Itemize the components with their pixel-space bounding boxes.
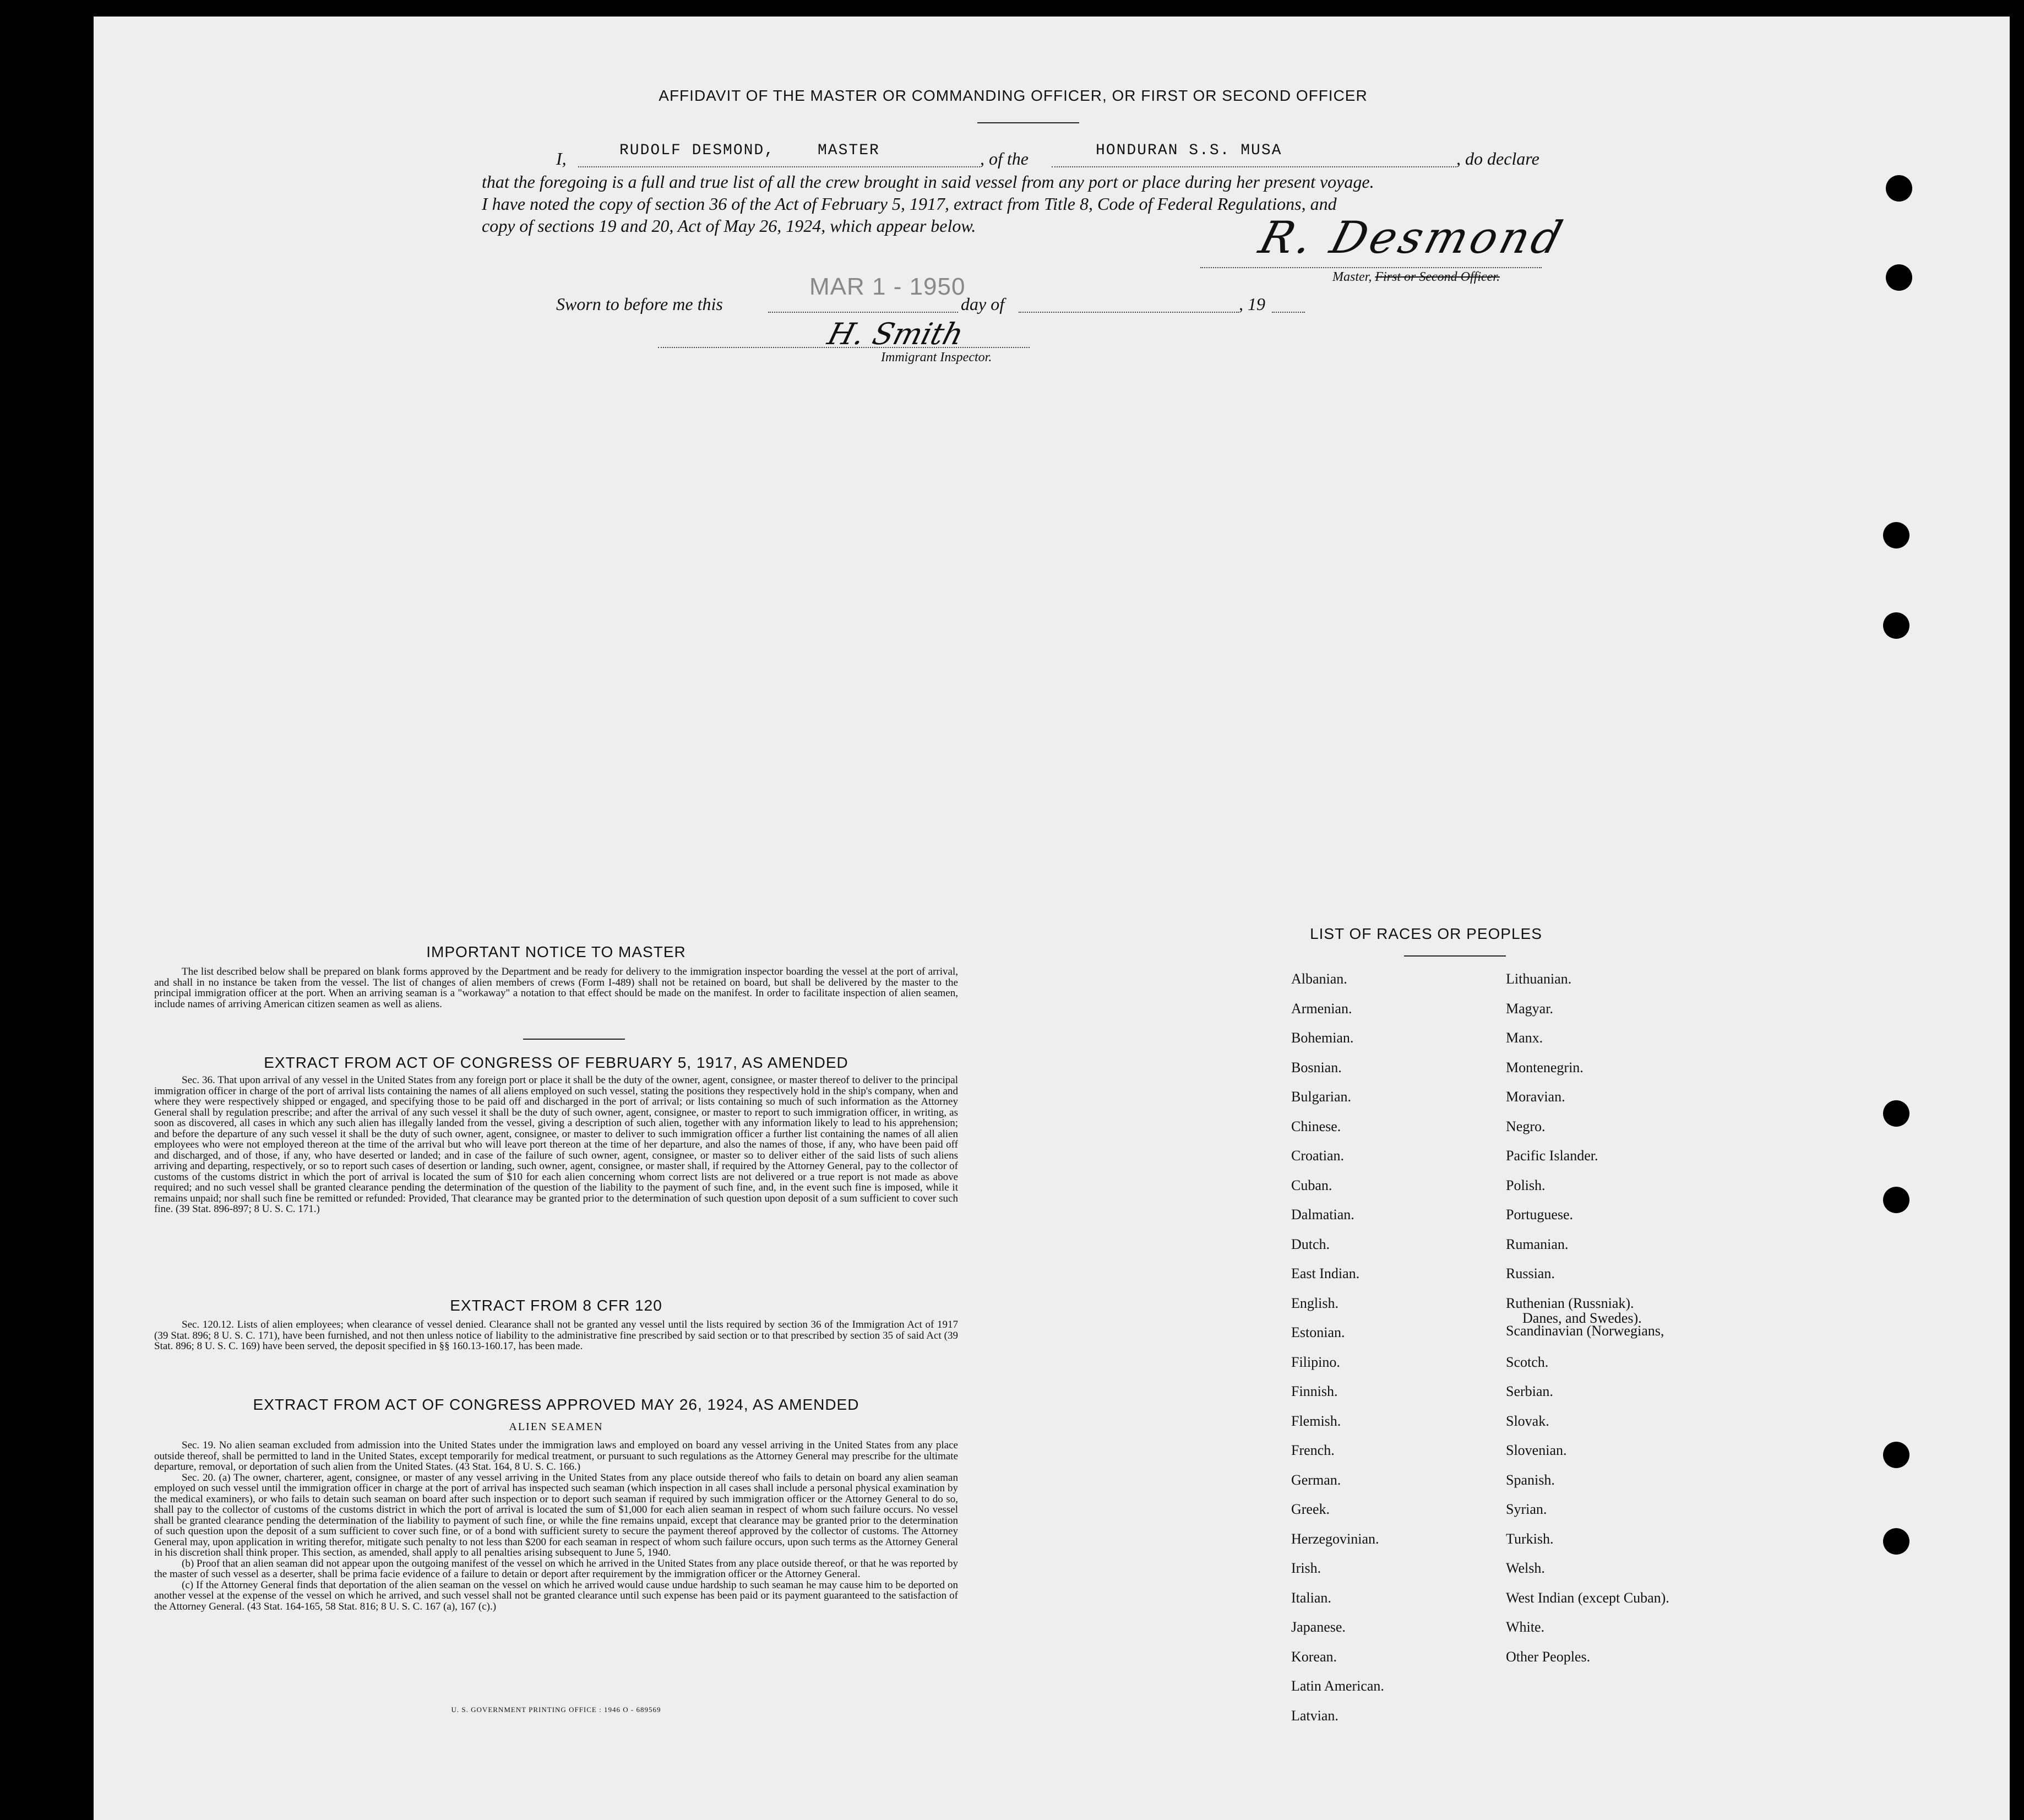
punch-hole: [1886, 175, 1912, 202]
master-caption-label: Master,: [1332, 270, 1372, 284]
officer-name: RUDOLF DESMOND,: [619, 142, 775, 159]
race-item: Estonian.: [1291, 1324, 1345, 1340]
section-20b-text: (b) Proof that an alien seaman did not appear upon the outgoing manifest of the vessel on which he arrived in the United States from any place outside thereof, or that he was reported by the master of such vessel as a deserter, shall be prima facie evidence of a failure to detain or deport after requirement by the immigration officer or the Attorney General.: [154, 1557, 958, 1580]
race-item: Slovenian.: [1506, 1442, 1567, 1458]
punch-hole: [1883, 1187, 1909, 1213]
race-item: Pacific Islander.: [1506, 1148, 1598, 1164]
race-item: Polish.: [1506, 1177, 1546, 1193]
punch-hole: [1886, 264, 1912, 291]
notice-text: The list described below shall be prepared on blank forms approved by the Department and be ready for delivery to the immigration inspector boarding the vessel at the port of arrival, and shall in no instance be taken from the vessel. The list of changes of alien members of crews (Form I-489) shall not be retained on board, but shall be delivered by the master to the principal immigration officer at the port. When an arriving seaman is a "workaway" a notation to that effect should be made on the manifest. In order to facilitate inspection of alien seamen, include names of arriving American citizen seamen as well as aliens.: [154, 966, 958, 1010]
punch-hole: [1883, 1100, 1909, 1127]
extract-cfr-heading: EXTRACT FROM 8 CFR 120: [450, 1297, 662, 1314]
races-divider: [1404, 955, 1506, 957]
race-item: White.: [1506, 1619, 1545, 1635]
alien-seamen-subheading: ALIEN SEAMEN: [509, 1421, 603, 1433]
race-item: Russian.: [1506, 1265, 1555, 1281]
title-divider: [977, 122, 1079, 123]
race-item: Ruthenian (Russniak).: [1506, 1295, 1634, 1311]
race-item: Cuban.: [1291, 1177, 1332, 1193]
race-item: East Indian.: [1291, 1265, 1360, 1281]
race-item: Syrian.: [1506, 1501, 1547, 1517]
race-item: Greek.: [1291, 1501, 1330, 1517]
race-item: Bosnian.: [1291, 1059, 1342, 1075]
extract-cfr-body: [154, 1319, 958, 1352]
race-item: Italian.: [1291, 1589, 1331, 1606]
year-label: , 19: [1239, 294, 1265, 314]
sworn-day-line: [768, 312, 958, 313]
race-item: German.: [1291, 1471, 1341, 1488]
race-item: Albanian.: [1291, 971, 1347, 987]
extract-1917-heading: EXTRACT FROM ACT OF CONGRESS OF FEBRUARY 5, 1917, AS AMENDED: [264, 1054, 848, 1071]
declaration-prefix: I,: [556, 149, 567, 169]
race-item: Scotch.: [1506, 1354, 1549, 1370]
race-item: Dutch.: [1291, 1236, 1330, 1252]
race-item: Welsh.: [1506, 1560, 1545, 1576]
race-item: Spanish.: [1506, 1471, 1555, 1488]
race-item: Scandinavian (Norwegians,: [1506, 1323, 1664, 1339]
races-heading: LIST OF RACES OR PEOPLES: [1310, 925, 1542, 942]
race-item: Serbian.: [1506, 1383, 1553, 1399]
master-signature: R. Desmond: [1254, 212, 1571, 263]
extract-1924-heading: EXTRACT FROM ACT OF CONGRESS APPROVED MAY 26, 1924, AS AMENDED: [253, 1396, 859, 1413]
race-item: Croatian.: [1291, 1148, 1345, 1164]
race-item: West Indian (except Cuban).: [1506, 1589, 1669, 1606]
section-divider: [523, 1039, 625, 1040]
race-item: Slovak.: [1506, 1412, 1549, 1429]
declaration-line-3: I have noted the copy of section 36 of the Act of February 5, 1917, extract from Title 8, Code of Federal Regulations, and: [482, 194, 1337, 214]
race-item: Danes, and Swedes).: [1522, 1310, 1642, 1326]
race-item: French.: [1291, 1442, 1335, 1458]
race-item: Negro.: [1506, 1118, 1546, 1134]
race-item: Moravian.: [1506, 1089, 1565, 1105]
race-item: Filipino.: [1291, 1354, 1340, 1370]
section-20c-text: (c) If the Attorney General finds that deportation of the alien seaman on the vessel on which he arrived would cause undue hardship to such seaman he may cause him to be deported on another vessel at the expense of the vessel on which he arrived, and such vessel shall not be granted clearance until such expense has been paid or its payment guaranteed to the satisfaction of the Attorney General. (43 Stat. 164-165, 58 Stat. 816; 8 U. S. C. 167 (a), 167 (c).): [154, 1579, 958, 1612]
section-19-text: Sec. 19. No alien seaman excluded from admission into the United States under the immigration laws and employed on board any vessel arriving in the United States from any place outside thereof, shall be permitted to land in the United States, except temporarily for medical treatment, or pursuant to such regulations as the Attorney General may prescribe for the ultimate departure, removal, or deportation of such alien from the United States. (43 Stat. 164, 8 U. S. C. 166.): [154, 1439, 958, 1473]
extract-1917-body: [154, 1075, 958, 1215]
section-120-12-text: Sec. 120.12. Lists of alien employees; when clearance of vessel denied. Clearance shall not be granted any vessel until the lists required by section 36 of the Immigration Act of 1917 (39 Stat. 896; 8 U. S. C. 171), have been furnished, and not then unless notice of liability to the administrative fine prescribed by said section or to that prescribed by section 35 of said Act (39 Stat. 896; 8 U. S. C. 169) have been served, the deposit specified in §§ 160.13-160.17, has been made.: [154, 1319, 958, 1352]
race-item: Rumanian.: [1506, 1236, 1569, 1252]
punch-hole: [1883, 612, 1909, 639]
race-item: Montenegrin.: [1506, 1059, 1584, 1075]
race-item: Flemish.: [1291, 1412, 1341, 1429]
race-item: Bulgarian.: [1291, 1089, 1352, 1105]
race-item: Portuguese.: [1506, 1207, 1574, 1223]
notice-heading: IMPORTANT NOTICE TO MASTER: [426, 943, 686, 960]
extract-1924-body: [154, 1440, 958, 1612]
race-item: Manx.: [1506, 1030, 1543, 1046]
race-item: Lithuanian.: [1506, 971, 1572, 987]
race-item: Chinese.: [1291, 1118, 1341, 1134]
of-the-label: , of the: [980, 149, 1029, 169]
race-item: Turkish.: [1506, 1530, 1554, 1547]
race-item: Finnish.: [1291, 1383, 1338, 1399]
declare-label: , do declare: [1456, 149, 1539, 169]
race-item: Dalmatian.: [1291, 1207, 1354, 1223]
officer-name-line: [578, 166, 980, 167]
punch-hole: [1883, 1528, 1909, 1555]
section-20a-text: Sec. 20. (a) The owner, charterer, agent, consignee, or master of any vessel arriving in the United States from any place outside thereof who fails to detain on board any alien seaman employed on such vessel until the immigration officer in charge at the port of arrival has inspected such seaman (which inspection in all cases shall include a personal physical examination by the medical examiners), or who fails to detain such seaman on board after such inspection or to deport such seaman if required by such immigration officer or the Attorney General to do so, shall pay to the collector of customs of the customs district in which the port of arrival is located the sum of $1,000 for each alien seaman in respect of whom such failure occurs. No vessel shall be granted clearance pending the determination of the liability to payment of such fine, or while the fine remains unpaid, except that clearance may be granted prior to the determination of such question upon the deposit of a sum sufficient to cover such fine, or of a bond with sufficient surety to secure the payment thereof approved by the collector of customs. The Attorney General may, upon application in writing therefor, mitigate such penalty to not less than $200 for each seaman in respect of whom such failure occurs, upon such terms as the Attorney General in his discretion shall think proper. This section, as amended, shall apply to all penalties arising subsequent to June 5, 1940.: [154, 1471, 958, 1558]
race-item: Latvian.: [1291, 1707, 1339, 1724]
affidavit-title: AFFIDAVIT OF THE MASTER OR COMMANDING OFFICER, OR FIRST OR SECOND OFFICER: [659, 87, 1368, 104]
day-of-label: day of: [961, 294, 1005, 314]
officer-rank: MASTER: [818, 142, 880, 159]
struck-caption: First or Second Officer.: [1375, 270, 1500, 284]
notice-body: [154, 966, 958, 1009]
race-item: Latin American.: [1291, 1678, 1384, 1694]
race-item: Armenian.: [1291, 1000, 1352, 1017]
sworn-year-line: [1272, 312, 1305, 313]
date-stamp: MAR 1 - 1950: [809, 273, 966, 300]
race-item: Irish.: [1291, 1560, 1321, 1576]
sworn-prefix: Sworn to before me this: [556, 294, 723, 314]
sworn-month-line: [1019, 312, 1239, 313]
inspector-signature-line: [658, 347, 1030, 348]
master-signature-line: [1200, 267, 1542, 268]
master-caption: [1332, 270, 1500, 285]
vessel-line: [1052, 166, 1456, 167]
declaration-line-4: copy of sections 19 and 20, Act of May 26, 1924, which appear below.: [482, 216, 976, 236]
race-item: Bohemian.: [1291, 1030, 1354, 1046]
vessel-name: HONDURAN S.S. MUSA: [1096, 142, 1282, 159]
punch-hole: [1883, 1442, 1909, 1468]
section-36-text: Sec. 36. That upon arrival of any vessel in the United States from any foreign port or place it shall be the duty of the owner, agent, consignee, or master thereof to deliver to the principal immigration officer in charge of the port of arrival lists containing the names of all aliens employed on such vessel, stating the positions they respectively hold in the ship's company, when and where they were respectively shipped or engaged, and specifying those to be paid off and discharged in the port of arrival; or lists containing so much of such information as the Attorney General shall by regulation prescribe; and after the arrival of any such vessel it shall be the duty of such owner, agent, consignee, or master to report to such immigration officer, in writing, as soon as discovered, all cases in which any such alien has illegally landed from the vessel, giving a description of such alien, together with any information likely to lead to his apprehension; and before the departure of any such vessel it shall be the duty of such owner, agent, consignee, or master to deliver to such immigration officer a further list containing the names of all alien employees who were not employed thereon at the time of the arrival but who will leave port thereon at the time of her departure, and also the names of those, if any, who have been paid off and discharged, and of those, if any, who have deserted or landed; and in case of the failure of such owner, agent, consignee, or master so to deliver either of the said lists of such aliens arriving and departing, respectively, or so to report such cases of desertion or landing, such owner, agent, consignee, or master shall, if required by the Attorney General, pay to the collector of customs of the customs district in which the port of arrival is located the sum of $10 for each alien concerning whom correct lists are not delivered or a true report is not made as above required; and no such vessel shall be granted clearance pending the determination of the question of the liability to the payment of such fine, and, in the event such fine is imposed, while it remains unpaid; nor shall such fine be remitted or refunded: Provided, That clearance may be granted prior to the determination of such question upon deposit of a sum sufficient to cover such fine. (39 Stat. 896-897; 8 U. S. C. 171.): [154, 1074, 958, 1215]
race-item: Korean.: [1291, 1648, 1337, 1665]
race-item: Other Peoples.: [1506, 1648, 1591, 1665]
inspector-signature: H. Smith: [824, 317, 967, 351]
race-item: Herzegovinian.: [1291, 1530, 1379, 1547]
inspector-caption: Immigrant Inspector.: [881, 350, 992, 365]
race-item: Magyar.: [1506, 1000, 1553, 1017]
declaration-line-2: that the foregoing is a full and true list of all the crew brought in said vessel from any port or place during her present voyage.: [482, 172, 1374, 192]
punch-hole: [1883, 522, 1909, 548]
race-item: Japanese.: [1291, 1619, 1346, 1635]
race-item: English.: [1291, 1295, 1339, 1311]
printer-imprint: U. S. GOVERNMENT PRINTING OFFICE : 1946 O - 689569: [451, 1705, 661, 1714]
